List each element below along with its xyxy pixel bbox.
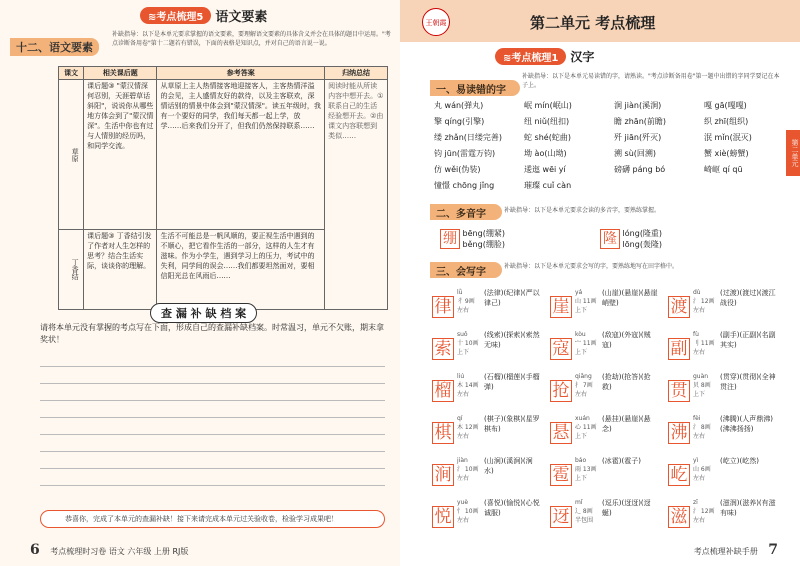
char-card	[668, 372, 776, 416]
char-box: 索	[432, 338, 454, 360]
char-box: 雹	[550, 464, 572, 486]
char-meta	[575, 414, 597, 441]
lesson-cell: 丁香结	[59, 230, 84, 310]
checklist-prompt: 请将本单元没有掌握的考点写在下面，形成自己的查漏补缺档案。时常温习，单元不欠账，期末拿奖状！	[40, 323, 384, 344]
char-card	[432, 414, 540, 458]
char-info: 心 11画 上下	[575, 424, 597, 440]
char-info: 扌 7画 左右	[575, 382, 593, 398]
char-meta	[457, 414, 479, 441]
char-meta	[457, 288, 479, 315]
left-ribbon	[140, 6, 267, 25]
char-pinyin: yuè	[457, 499, 469, 506]
char-examples: (山涧)(溪涧)(涧水)	[484, 457, 533, 475]
char-info: 刂 11画 左右	[693, 340, 715, 356]
logo: 王朝霞	[422, 8, 450, 36]
char-examples: (屹立)(屹然)	[720, 457, 759, 465]
char-info: 贝 8画 上下	[693, 382, 711, 398]
char-card	[668, 456, 776, 500]
char-examples: (副手)(正副)(名副其实)	[720, 331, 776, 349]
sec2-title: 二、多音字	[430, 204, 502, 220]
char-card	[550, 456, 658, 500]
char-box: 榴	[432, 380, 454, 402]
char-card	[432, 498, 540, 542]
summary-cell: 阅读时能从所读内容中想开去。①联系自己的生活经验想开去。②由课文内容联想到类似……	[325, 80, 388, 310]
writing-lines[interactable]	[40, 350, 385, 486]
word-item: 缕 zhǎn(日缕完善)	[434, 133, 503, 142]
char-card	[432, 372, 540, 416]
char-box: 寇	[550, 338, 572, 360]
char-info: 彳 9画 左右	[457, 298, 475, 314]
char-meta	[693, 288, 715, 315]
col-header: 课文	[59, 67, 84, 80]
char-examples: (逗乐)(迓迓)(迓蜒)	[602, 499, 651, 517]
char-info: 木 14画 左右	[457, 382, 479, 398]
footer-text: 考点梳理时习卷 语文 六年级 上册 RJ版	[50, 547, 189, 556]
char-box: 悦	[432, 506, 454, 528]
multi-item	[440, 228, 505, 250]
char-info: 十 10画 上下	[457, 340, 479, 356]
char-examples: (贯穿)(贯彻)(全神贯注)	[720, 373, 776, 391]
char-pinyin: lǜ	[457, 289, 463, 296]
char-box: 悬	[550, 422, 572, 444]
word-item: 纽 niǔ(纽扣)	[524, 117, 570, 126]
char-meta	[575, 372, 597, 399]
page-title: 第二单元 考点梳理	[530, 14, 656, 32]
multi-reading: bēng(绷紧)	[462, 229, 505, 238]
sec3-note: 补缺指导：以下是本单元要求会写的字，要熟练地写在田字格中。	[504, 263, 679, 270]
char-meta	[693, 372, 715, 399]
multi-char: 隆	[600, 229, 620, 249]
char-meta	[693, 498, 715, 525]
right-page	[400, 0, 800, 566]
answer-cell: 从草原上主人热情接客地迎接客人，主客热情洋溢的会见，主人盛情友好的款待，以及主客联欢，深情话别的情景中体会到"蒙汉情深"。读五年级时，我有一个要好的同学，我们每天都一起上学，放学……后来我们分开了，但我们仍然保持联系……	[157, 80, 325, 230]
char-meta	[575, 288, 597, 315]
char-box: 律	[432, 296, 454, 318]
word-item: 丸 wán(弹丸)	[434, 101, 484, 110]
word-item: 仿 wěi(伪装)	[434, 165, 481, 174]
section-title: 十二、语文要素	[10, 38, 99, 56]
checklist-title: 查 漏 补 缺 档 案	[150, 303, 257, 323]
sec1-note: 补缺指导：以下是本单元易读错的字，请熟读。"考点诊断备用卷"第一题中出错的字同学要记在本子上。	[522, 73, 780, 89]
char-examples: (石榴)(榴莲)(手榴弹)	[484, 373, 540, 391]
char-meta	[575, 456, 597, 483]
bottom-banner: 恭喜你，完成了本单元的查漏补缺！接下来请完成本单元过关验收卷，检验学习成果吧！	[40, 510, 385, 528]
char-pinyin: xuán	[575, 415, 590, 422]
char-examples: (滋润)(滋养)(有滋有味)	[720, 499, 776, 517]
char-pinyin: liú	[457, 373, 465, 380]
section-note: 补缺指导：以下是本单元要求掌握的语文要素，要理解语文要素的具体含义并会在具体的题目中运用。"考点诊断备用卷"第十二题若有错误，下面的表格是知识点，并对自己的语言说一说。	[112, 31, 391, 47]
char-box: 崖	[550, 296, 572, 318]
word-item: 坳 ào(山坳)	[524, 149, 567, 158]
word-item: 憧憬 chōng jǐng	[434, 181, 495, 190]
word-item: 逶迤 wēi yí	[524, 165, 566, 174]
word-item: 蟹 xiè(螃蟹)	[704, 149, 749, 158]
char-pinyin: zī	[693, 499, 698, 506]
right-footer	[694, 542, 778, 558]
char-box: 沸	[668, 422, 690, 444]
right-ribbon	[495, 48, 594, 65]
char-examples: (沸腾)(人声鼎沸)(沸沸扬扬)	[720, 415, 773, 433]
char-meta	[575, 498, 597, 525]
char-pinyin: fèi	[693, 415, 701, 422]
char-box: 棋	[432, 422, 454, 444]
col-header: 参考答案	[157, 67, 325, 80]
char-card	[550, 288, 658, 332]
char-examples: (冰雹)(雹子)	[602, 457, 641, 465]
char-card	[432, 456, 540, 500]
char-pinyin: qiǎng	[575, 373, 592, 380]
char-card	[668, 498, 776, 542]
multi-char: 绷	[440, 229, 460, 249]
char-examples: (敌寇)(外寇)(贼寇)	[602, 331, 651, 349]
word-item: 璀璨 cuǐ càn	[524, 181, 572, 190]
char-meta	[457, 456, 479, 483]
char-box: 屹	[668, 464, 690, 486]
char-pinyin: kòu	[575, 331, 586, 338]
char-pinyin: mǐ	[575, 499, 583, 506]
char-meta	[575, 330, 597, 357]
char-examples: (抢劫)(抢答)(抢救)	[602, 373, 651, 391]
word-item: 泯 mǐn(泯灭)	[704, 133, 752, 142]
table-header	[59, 67, 388, 80]
ribbon-title: 汉字	[570, 50, 595, 64]
page-number: 7	[768, 542, 778, 558]
word-item: 溯 sù(回溯)	[614, 149, 657, 158]
question-cell: 课后题③ 丁香结引发了作者对人生怎样的思考？结合生活实际，谈谈你的理解。	[84, 230, 157, 310]
char-info: 辶 8画 半包围	[575, 508, 594, 524]
word-item: 瞻 zhān(前瞻)	[614, 117, 667, 126]
char-box: 渡	[668, 296, 690, 318]
char-card	[668, 414, 776, 458]
char-pinyin: fù	[693, 331, 699, 338]
ribbon-tag: ≋考点梳理5	[140, 7, 211, 24]
word-item: 钧 jūn(雷霆万钧)	[434, 149, 496, 158]
lesson-cell: 草原	[59, 80, 84, 230]
char-card	[550, 372, 658, 416]
multi-reading: lōng(轰隆)	[622, 240, 663, 249]
ribbon-tag: ≋考点梳理1	[495, 48, 566, 65]
char-info: 氵 8画 左右	[693, 424, 711, 440]
char-examples: (棋子)(象棋)(星罗棋布)	[484, 415, 540, 433]
word-item: 歼 jiān(歼灭)	[614, 133, 662, 142]
char-examples: (喜悦)(愉悦)(心悦诚服)	[484, 499, 540, 517]
footer-text: 考点梳理补缺手册	[693, 547, 758, 556]
multi-item	[600, 228, 662, 250]
char-info: 氵 12画 左右	[693, 298, 715, 314]
sec2-note: 补缺指导：以下是本单元要求会读的多音字，要熟练掌握。	[504, 207, 661, 214]
question-cell: 课后题③ "蒙汉情深何忍别，天涯碧草话斜阳"，说说你从哪些地方体会到了"蒙汉情深"。生活中你也有过与人情别的经历吗，和同学交流。	[84, 80, 157, 230]
word-item: 岷 mín(岷山)	[524, 101, 572, 110]
char-box: 迓	[550, 506, 572, 528]
char-meta	[457, 372, 479, 399]
char-card	[432, 330, 540, 374]
char-box: 涧	[432, 464, 454, 486]
char-info: 忄 10画 左右	[457, 508, 479, 524]
char-examples: (法律)(纪律)(严以律己)	[484, 289, 540, 307]
char-pinyin: suǒ	[457, 331, 468, 338]
char-box: 副	[668, 338, 690, 360]
char-card	[668, 330, 776, 374]
char-examples: (悬挂)(悬崖)(悬念)	[602, 415, 651, 433]
char-pinyin: yá	[575, 289, 583, 296]
answer-cell: 生活不可能总是一帆风顺的，要正视生活中遇到的不顺心，把它看作生活的一部分，这样的人生才有滋味。作为小学生，遇到学习上的压力，考试中的失利，同学间的误会……我们都要坦然面对，要相信阳光总在风雨后……	[157, 230, 325, 310]
char-meta	[693, 456, 715, 483]
char-info: 木 12画 左右	[457, 424, 479, 440]
char-examples: (山崖)(悬崖)(悬崖峭壁)	[602, 289, 658, 307]
word-item: 磅礴 páng bó	[614, 165, 666, 174]
char-pinyin: yì	[693, 457, 699, 464]
char-info: 山 6画 左右	[693, 466, 711, 482]
page-number: 6	[30, 542, 40, 558]
char-examples: (线索)(探索)(索然无味)	[484, 331, 540, 349]
side-tab: 第二单元	[786, 130, 800, 176]
multi-reading: běng(绷脸)	[462, 240, 505, 249]
char-box: 抢	[550, 380, 572, 402]
word-item: 织 zhī(组织)	[704, 117, 749, 126]
char-info: 氵 12画 左右	[693, 508, 715, 524]
char-card	[432, 288, 540, 332]
left-footer	[30, 542, 188, 558]
col-header: 相关课后题	[84, 67, 157, 80]
char-pinyin: dù	[693, 289, 701, 296]
requirements-table	[58, 66, 388, 310]
char-examples: (过渡)(渡过)(渡江战役)	[720, 289, 776, 307]
char-card	[550, 330, 658, 374]
char-pinyin: qí	[457, 415, 463, 422]
char-info: 宀 11画 上下	[575, 340, 597, 356]
char-meta	[693, 414, 715, 441]
sec1-title: 一、易读错的字	[430, 80, 520, 96]
char-info: 雨 13画 上下	[575, 466, 597, 482]
char-card	[550, 414, 658, 458]
char-meta	[693, 330, 715, 357]
word-item: 擎 qíng(引擎)	[434, 117, 485, 126]
char-pinyin: báo	[575, 457, 587, 464]
sec3-title: 三、会写字	[430, 262, 502, 278]
word-item: 崎岖 qí qū	[704, 165, 743, 174]
char-meta	[457, 498, 479, 525]
char-card	[668, 288, 776, 332]
word-item: 嘎 gā(嘎嘎)	[704, 101, 747, 110]
table-row	[59, 80, 388, 230]
char-info: 氵 10画 左右	[457, 466, 479, 482]
word-item: 涧 jiàn(溪涧)	[614, 101, 662, 110]
char-info: 山 11画 上下	[575, 298, 597, 314]
multi-reading: lóng(隆重)	[622, 229, 663, 238]
word-item: 蛇 shé(蛇曲)	[524, 133, 571, 142]
char-box: 贯	[668, 380, 690, 402]
char-box: 滋	[668, 506, 690, 528]
ribbon-title: 语文要素	[215, 10, 268, 25]
char-pinyin: guàn	[693, 373, 709, 380]
col-header: 归纳总结	[325, 67, 388, 80]
char-card	[550, 498, 658, 542]
char-pinyin: jiàn	[457, 457, 468, 464]
char-meta	[457, 330, 479, 357]
